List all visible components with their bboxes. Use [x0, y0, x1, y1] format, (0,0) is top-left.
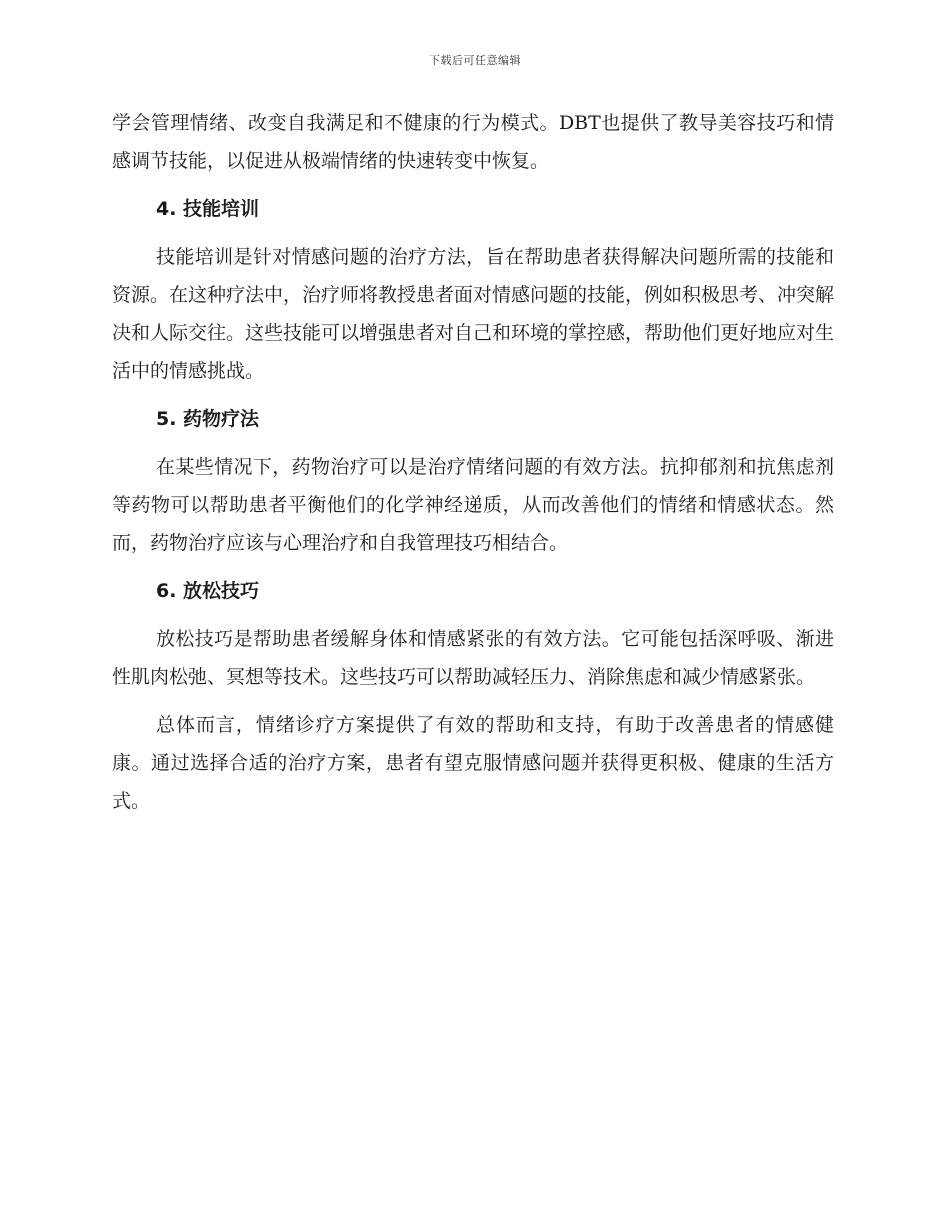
paragraph-relaxation: 放松技巧是帮助患者缓解身体和情感紧张的有效方法。它可能包括深呼吸、渐进性肌肉松弛、冥想等技术。这些技巧可以帮助减轻压力、消除焦虑和减少情感紧张。 — [112, 628, 834, 688]
paragraph-medication: 在某些情况下，药物治疗可以是治疗情绪问题的有效方法。抗抑郁剂和抗焦虑剂等药物可以帮助患者平衡他们的化学神经递质，从而改善他们的情绪和情感状态。然而，药物治疗应该与心理治疗和自我管理技巧相结合。 — [112, 456, 834, 554]
section-heading-skills-training: 4. 技能培训 — [156, 198, 260, 220]
paragraph-skills-training: 技能培训是针对情感问题的治疗方法，旨在帮助患者获得解决问题所需的技能和资源。在这种疗法中，治疗师将教授患者面对情感问题的技能，例如积极思考、冲突解决和人际交往。这些技能可以增强患者对自己和环境的掌控感，帮助他们更好地应对生活中的情感挑战。 — [112, 246, 835, 382]
section-heading-relaxation: 6. 放松技巧 — [156, 580, 260, 602]
document-body — [112, 104, 834, 830]
paragraph-dbt-continued: 学会管理情绪、改变自我满足和不健康的行为模式。DBT也提供了教导美容技巧和情感调节技能，以促进从极端情绪的快速转变中恢复。 — [112, 112, 834, 172]
section-heading-medication: 5. 药物疗法 — [156, 408, 260, 430]
paragraph-conclusion: 总体而言，情绪诊疗方案提供了有效的帮助和支持，有助于改善患者的情感健康。通过选择合适的治疗方案，患者有望克服情感问题并获得更积极、健康的生活方式。 — [112, 714, 834, 812]
page-header: 下载后可任意编辑 — [429, 54, 521, 67]
